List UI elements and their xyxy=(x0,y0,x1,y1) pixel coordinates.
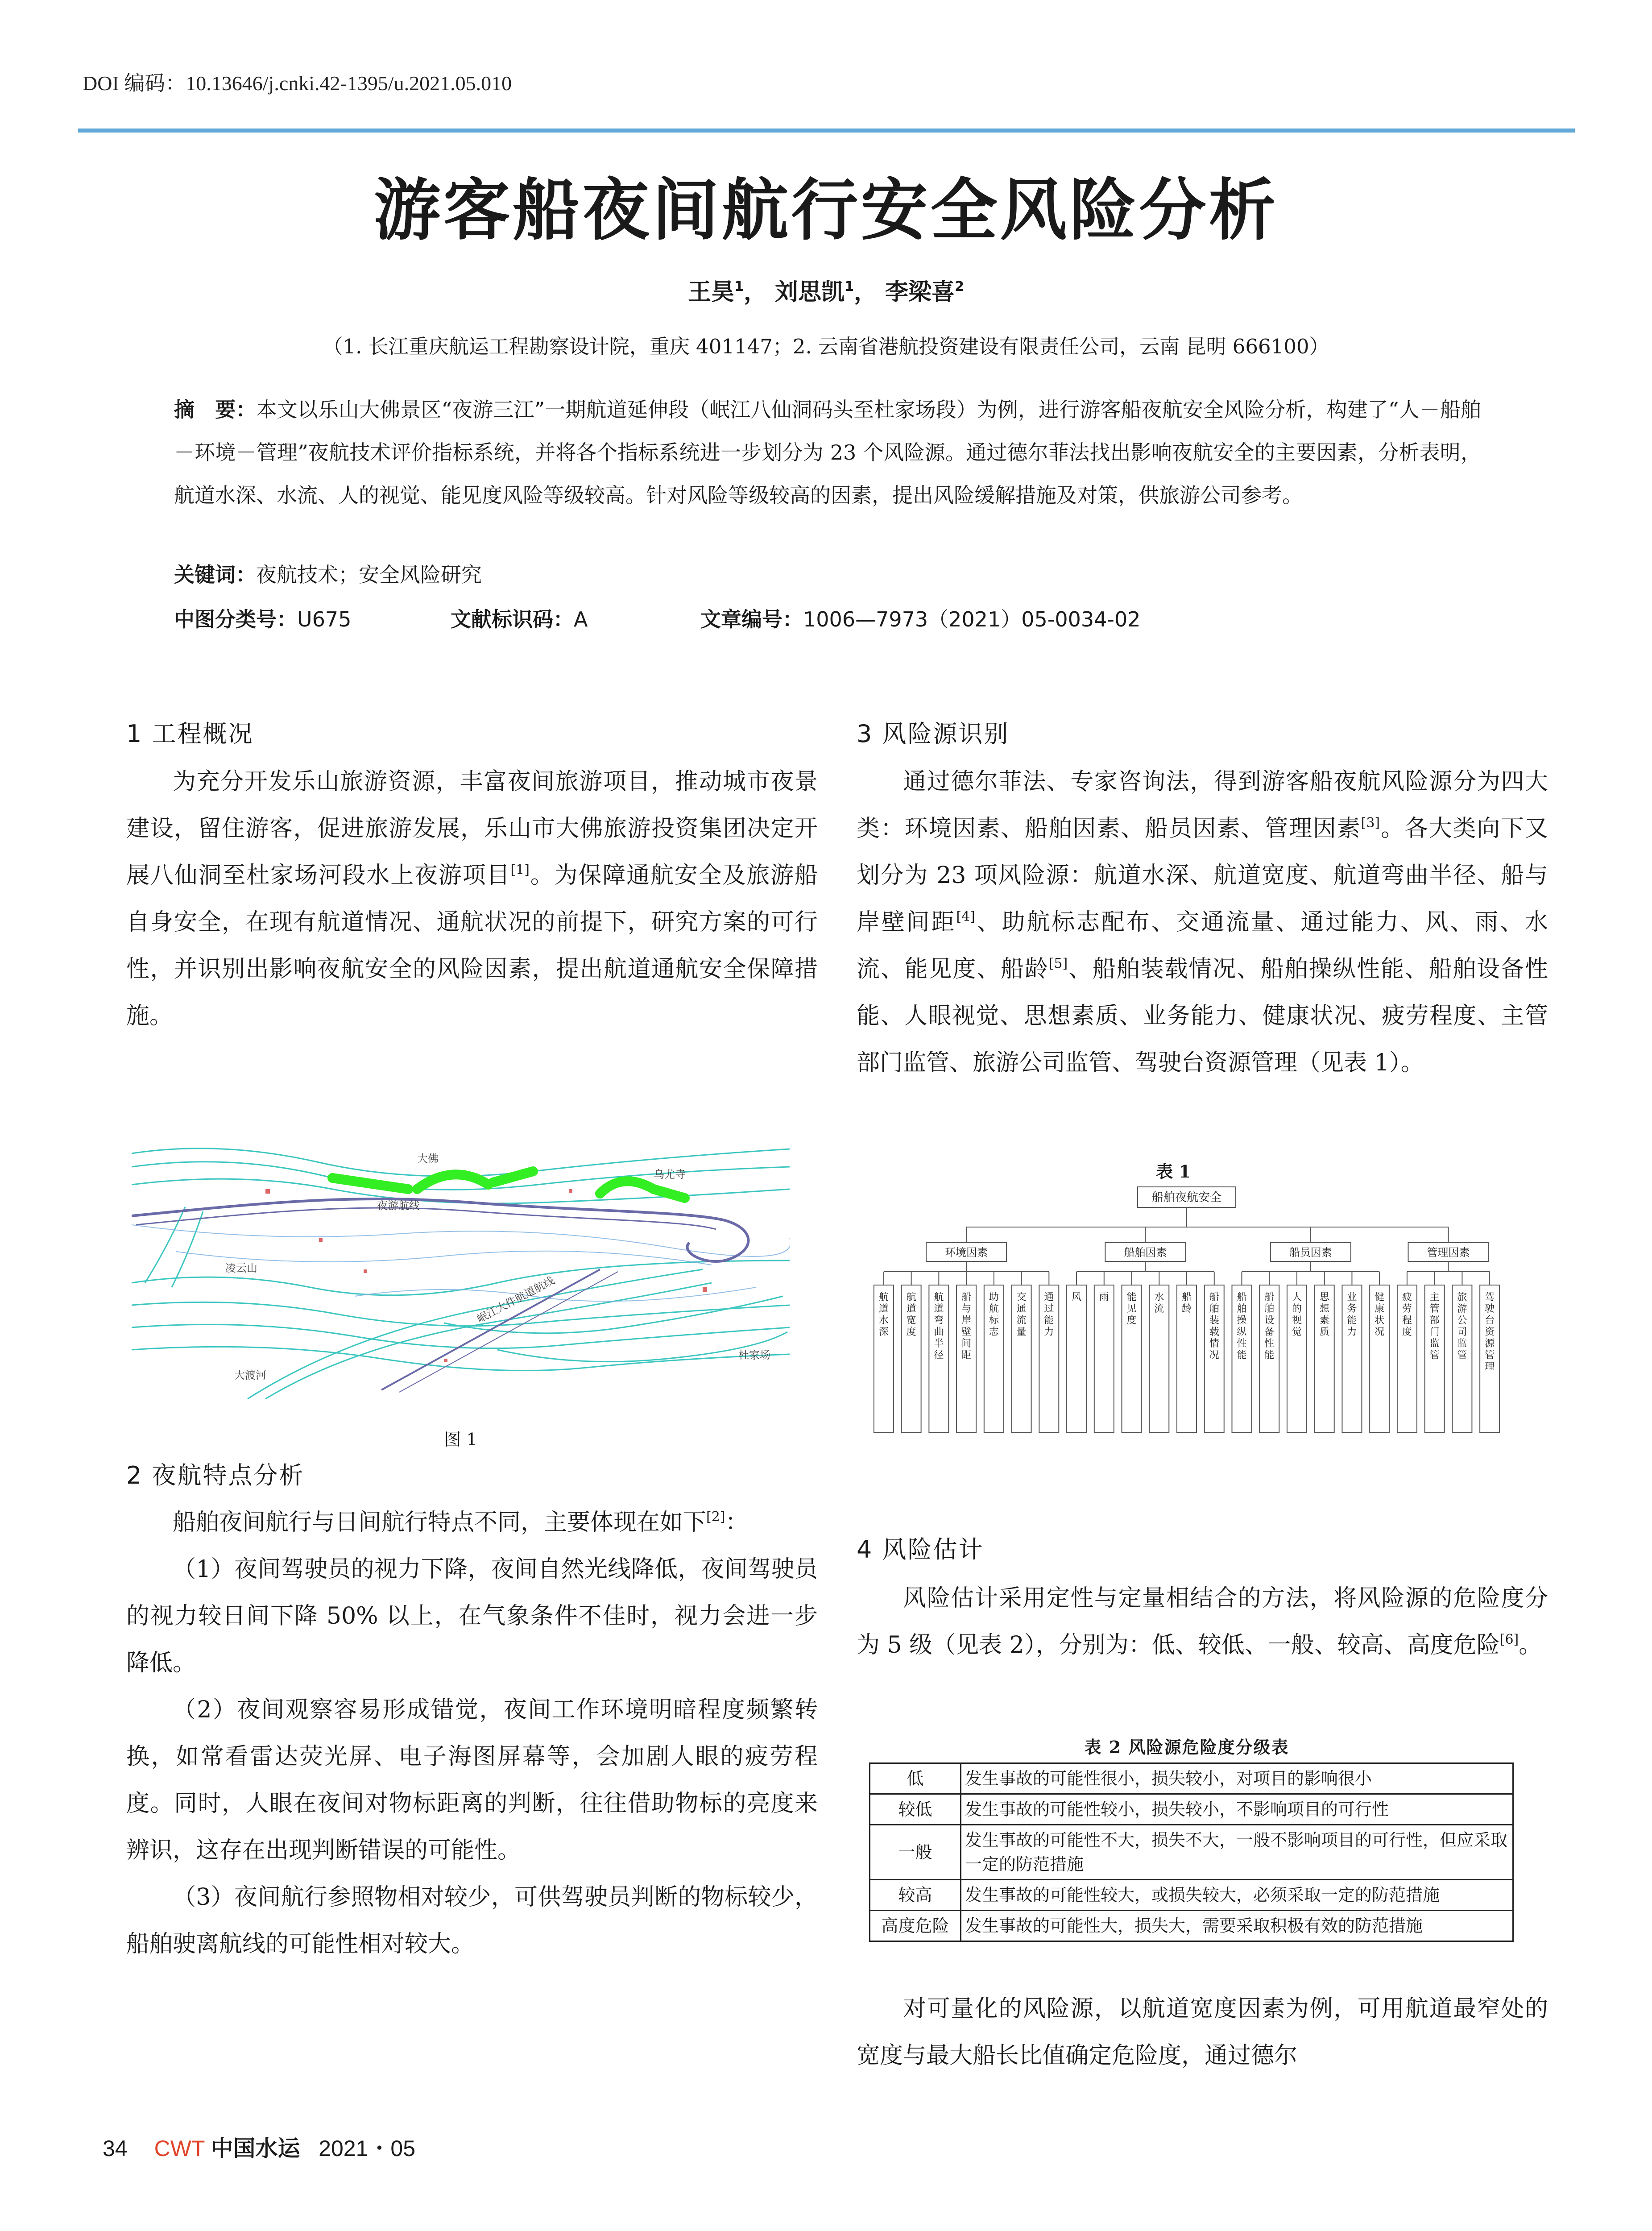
tree-leaf-label: 驾驶台资源管理 xyxy=(1485,1292,1495,1373)
tree-leaf-label: 能见度 xyxy=(1126,1292,1137,1326)
article-no-label: 文章编号： xyxy=(700,607,803,631)
tree-leaf-label: 业务能力 xyxy=(1347,1292,1357,1338)
clc-value: U675 xyxy=(297,607,352,631)
risk-level-cell: 一般 xyxy=(870,1825,961,1880)
tree-leaf-label: 航道弯曲半径 xyxy=(934,1292,944,1361)
text-run: 。 xyxy=(1519,1632,1542,1659)
table-row xyxy=(870,1911,1513,1941)
journal-logo: CWT xyxy=(154,2136,205,2161)
table-row xyxy=(870,1763,1513,1794)
keywords xyxy=(174,553,1481,596)
tree-leaf-label: 交通流量 xyxy=(1016,1292,1027,1338)
section-3-body xyxy=(857,759,1548,1086)
section-4-body xyxy=(857,1575,1548,1669)
tree-leaf-box xyxy=(1067,1285,1086,1432)
author-affiliation-mark: 1 xyxy=(845,279,854,294)
map-label-daduhe: 大渡河 xyxy=(234,1369,266,1381)
article-title: 游客船夜间航行安全风险分析 xyxy=(373,172,1279,249)
classification-row xyxy=(174,598,1481,641)
text-run: 船舶夜间航行与日间航行特点不同，主要体现在如下 xyxy=(173,1509,707,1536)
tree-leaf-label: 思想素质 xyxy=(1319,1292,1329,1338)
tree-root-label: 船舶夜航安全 xyxy=(1151,1191,1222,1204)
risk-level-table xyxy=(869,1762,1514,1942)
tree-leaf-label: 船舶设备性能 xyxy=(1264,1292,1275,1361)
text-run: ： xyxy=(725,1509,749,1536)
page-footer xyxy=(103,2131,415,2163)
tree-leaf-label: 人的视觉 xyxy=(1292,1292,1302,1338)
keywords-text: 夜航技术；安全风险研究 xyxy=(256,563,482,587)
section-1-heading: 1 工程概况 xyxy=(126,720,254,748)
keywords-label: 关键词： xyxy=(174,563,256,587)
tree-leaf-label: 通过能力 xyxy=(1044,1292,1054,1338)
author-affiliation-mark: 2 xyxy=(955,279,964,294)
section-1-body xyxy=(126,759,818,1040)
text-run: 风险估计采用定性与定量相结合的方法，将风险源的危险度分为 5 级（见表 2），分别为：低、较低、一般、较高、高度危险 xyxy=(857,1585,1548,1659)
affiliations: （1. 长江重庆航运工程勘察设计院，重庆 401147；2. 云南省港航投资建设有限责任公司，云南 昆明 666100） xyxy=(323,335,1329,358)
doi-line: DOI 编码：10.13646/j.cnki.42-1395/u.2021.05.010 xyxy=(83,72,512,95)
table-row xyxy=(870,1794,1513,1825)
citation-ref[interactable]: [6] xyxy=(1499,1632,1519,1647)
map-label-wuyousi: 乌尤寺 xyxy=(654,1168,686,1181)
map-label-dujiachang: 杜家场 xyxy=(738,1349,770,1361)
risk-desc-cell: 发生事故的可能性很小，损失较小，对项目的影响很小 xyxy=(961,1763,1513,1794)
tree-leaf-label: 船与岸壁间距 xyxy=(961,1292,972,1361)
article-no-field xyxy=(700,598,1141,641)
figure-1-map xyxy=(132,1136,790,1399)
tree-leaf-label: 航道水深 xyxy=(878,1292,889,1338)
journal-issue: 2021・05 xyxy=(319,2136,416,2161)
table-row xyxy=(870,1880,1513,1911)
author-list: 王昊$^1$， 刘思凯$^1$， 李梁喜$^2$ xyxy=(688,279,964,306)
tree-leaf-label: 主管部门监管 xyxy=(1429,1292,1440,1361)
article-no-value: 1006—7973（2021）05-0034-02 xyxy=(803,607,1141,631)
tree-group-label: 船员因素 xyxy=(1289,1246,1332,1259)
risk-desc-cell: 发生事故的可能性不大，损失不大，一般不影响项目的可行性，但应采取一定的防范措施 xyxy=(961,1825,1513,1880)
text-run: 、船舶装载情况、船舶操纵性能、船舶设备性能、人眼视觉、思想素质、业务能力、健康状况、疲劳程度、主管部门监管、旅游公司监管、驾驶台资源管理（见表 1）。 xyxy=(857,956,1548,1076)
risk-desc-cell: 发生事故的可能性较大，或损失较大，必须采取一定的防范措施 xyxy=(961,1880,1513,1911)
tree-leaf-label: 船龄 xyxy=(1181,1292,1192,1315)
tree-group-label: 船舶因素 xyxy=(1124,1246,1167,1259)
figure-1-caption: 图 1 xyxy=(444,1430,477,1449)
clc-label: 中图分类号： xyxy=(174,607,297,631)
paragraph: （2）夜间观察容易形成错觉，夜间工作环境明暗程度频繁转换，如常看雷达荧光屏、电子海图屏幕等，会加剧人眼的疲劳程度。同时，人眼在夜间对物标距离的判断，往往借助物标的亮度来辨识，这存在出现判断错误的可能性。 xyxy=(126,1696,818,1864)
doc-code-label: 文献标识码： xyxy=(451,607,574,631)
map-label-lingyunshan: 凌云山 xyxy=(225,1262,257,1274)
author-name: 王昊 xyxy=(688,279,735,306)
clc-field xyxy=(174,598,451,641)
section-3-heading: 3 风险源识别 xyxy=(857,720,1010,748)
table-row xyxy=(870,1825,1513,1880)
paragraph: 对可量化的风险源，以航道宽度因素为例，可用航道最窄处的宽度与最大船长比值确定危险度，通过德尔 xyxy=(857,1995,1548,2069)
text-run: 。各大类向下又划分为 23 项风险源：航道水深、航道宽度、航道弯曲半径、船与岸壁间距 xyxy=(857,815,1548,936)
risk-desc-cell: 发生事故的可能性较小，损失较小，不影响项目的可行性 xyxy=(961,1794,1513,1825)
tree-leaf-label: 旅游公司监管 xyxy=(1457,1292,1467,1361)
section-2-heading: 2 夜航特点分析 xyxy=(126,1461,305,1489)
paragraph xyxy=(857,759,1548,1086)
tree-leaf-label: 疲劳程度 xyxy=(1402,1292,1412,1338)
section-4-body-continued xyxy=(857,1986,1548,2079)
tree-leaf-label: 航道宽度 xyxy=(906,1292,916,1338)
doc-code-field xyxy=(451,598,700,641)
tree-leaf-box xyxy=(1094,1285,1114,1432)
risk-level-cell: 低 xyxy=(870,1763,961,1794)
citation-ref[interactable]: [4] xyxy=(956,909,975,925)
page-number: 34 xyxy=(103,2136,128,2161)
text-run: 为充分开发乐山旅游资源，丰富夜间旅游项目，推动城市夜景建设，留住游客，促进旅游发展，乐山市大佛旅游投资集团决定开展八仙洞至杜家场河段水上夜游项目 xyxy=(126,768,818,889)
risk-desc-cell: 发生事故的可能性大，损失大，需要采取积极有效的防范措施 xyxy=(961,1911,1513,1941)
abstract-text: 本文以乐山大佛景区“夜游三江”一期航道延伸段（岷江八仙洞码头至杜家场段）为例，进行游客船夜航安全风险分析，构建了“人－船舶－环境－管理”夜航技术评价指标系统，并将各个指标系统进一步划分为 23 个风险源。通过德尔菲法找出影响夜航安全的主要因素，分析表明，航道水深、水流、人的视觉、能见度风险等级较高。针对风险等级较高的因素，提出风险缓解措施及对策，供旅游公司参考。 xyxy=(174,398,1481,507)
tree-leaf-label: 健康状况 xyxy=(1375,1292,1385,1338)
citation-ref[interactable]: [2] xyxy=(706,1509,725,1525)
table-1-hierarchy-diagram xyxy=(861,1182,1512,1441)
paragraph xyxy=(857,1575,1548,1669)
tree-group-label: 环境因素 xyxy=(945,1246,988,1259)
abstract-label: 摘 要： xyxy=(174,398,257,422)
citation-ref[interactable]: [1] xyxy=(510,862,530,878)
tree-leaf-label: 助航标志 xyxy=(989,1292,999,1338)
map-label-channel: 岷江大件航道航线 xyxy=(475,1274,557,1326)
author-name: 李梁喜 xyxy=(885,279,955,306)
tree-leaf-label: 风 xyxy=(1072,1292,1082,1303)
tree-group-label: 管理因素 xyxy=(1427,1246,1470,1259)
tree-leaf-label: 船舶装载情况 xyxy=(1209,1292,1219,1361)
abstract xyxy=(174,388,1481,517)
tree-leaf-label: 水流 xyxy=(1154,1292,1164,1315)
paragraph: （3）夜间航行参照物相对较少，可供驾驶员判断的物标较少，船舶驶离航线的可能性相对较大。 xyxy=(126,1884,818,1957)
text-run: 。为保障通航安全及旅游船自身安全，在现有航道情况、通航状况的前提下，研究方案的可行性，并识别出影响夜航安全的风险因素，提出航道通航安全保障措施。 xyxy=(126,862,818,1029)
citation-ref[interactable]: [5] xyxy=(1048,956,1068,971)
map-label-dafo: 大佛 xyxy=(417,1153,439,1165)
text-run: 通过德尔菲法、专家咨询法，得到游客船夜航风险源分为四大类：环境因素、船舶因素、船员因素、管理因素 xyxy=(857,768,1548,842)
citation-ref[interactable]: [3] xyxy=(1361,815,1380,831)
journal-name: 中国水运 xyxy=(211,2135,300,2161)
paragraph xyxy=(126,1499,818,1546)
section-2-body xyxy=(126,1499,818,1968)
header-rule xyxy=(78,129,1575,133)
paragraph xyxy=(126,759,818,1040)
tree-leaf-label: 雨 xyxy=(1099,1292,1109,1303)
text-run: 、助航标志配布、交通流量、通过能力、风、雨、水流、能见度、船龄 xyxy=(857,909,1548,983)
author-name: 刘思凯 xyxy=(775,279,845,306)
risk-level-cell: 高度危险 xyxy=(870,1911,961,1941)
section-4-heading: 4 风险估计 xyxy=(857,1535,984,1563)
risk-level-cell: 较高 xyxy=(870,1880,961,1911)
table-1-caption: 表 1 xyxy=(1156,1161,1191,1182)
tree-leaf-label: 船舶操纵性能 xyxy=(1237,1292,1247,1361)
author-affiliation-mark: 1 xyxy=(734,279,744,294)
paragraph: （1）夜间驾驶员的视力下降，夜间自然光线降低，夜间驾驶员的视力较日间下降 50% 以上，在气象条件不佳时，视力会进一步降低。 xyxy=(126,1556,818,1676)
risk-level-cell: 较低 xyxy=(870,1794,961,1825)
doc-code-value: A xyxy=(574,607,588,631)
map-label-night-route: 夜游航线 xyxy=(377,1199,420,1212)
table-2-caption: 表 2 风险源危险度分级表 xyxy=(1084,1737,1289,1757)
